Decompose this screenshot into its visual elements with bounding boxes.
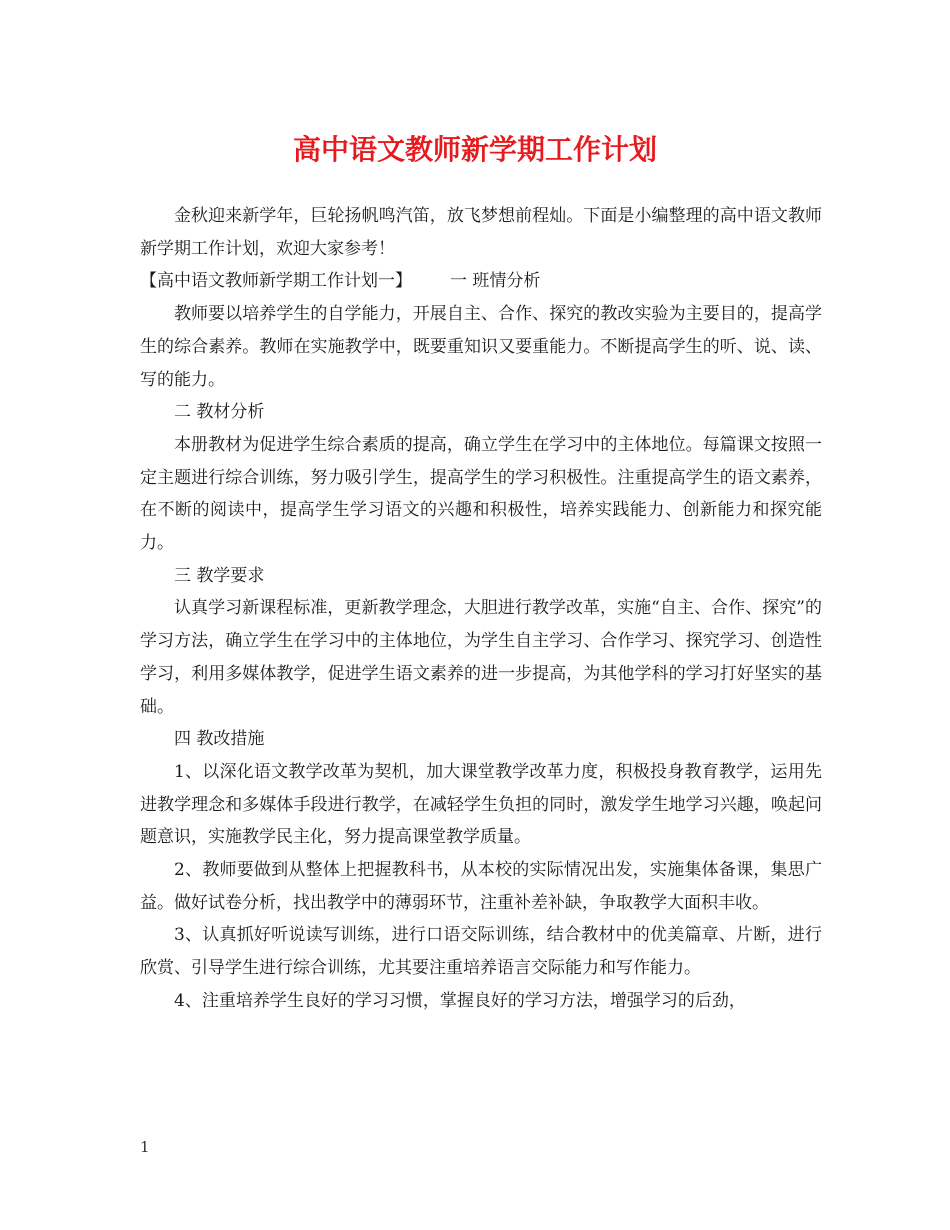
plan-heading-line [140, 265, 822, 298]
section3-paragraph: 认真学习新课程标准，更新教学理念，大胆进行教学改革，实施“自主、合作、探究”的学习方法，确立学生在学习中的主体地位，为学生自主学习、合作学习、探究学习、创造性学习，利用多媒体教学，促进学生语文素养的进一步提高，为其他学科的学习打好坚实的基础。 [140, 598, 822, 717]
intro-paragraph: 金秋迎来新学年，巨轮扬帆鸣汽笛，放飞梦想前程灿。下面是小编整理的高中语文教师新学期工作计划，欢迎大家参考！ [140, 206, 822, 259]
plan-heading: 【高中语文教师新学期工作计划一】 [140, 271, 412, 292]
page-number: 1 [140, 1138, 150, 1156]
document-body [140, 200, 822, 1018]
measure-item: 4、注重培养学生良好的学习习惯，掌握良好的学习方法，增强学习的后劲， [174, 990, 746, 1011]
page-title: 高中语文教师新学期工作计划 [292, 133, 657, 166]
measure-item: 3、认真抓好听说读写训练，进行口语交际训练，结合教材中的优美篇章、片断，进行欣赏、引导学生进行综合训练，尤其要注重培养语言交际能力和写作能力。 [140, 925, 822, 979]
section2-heading: 二 教材分析 [174, 402, 265, 423]
section3-heading: 三 教学要求 [174, 565, 265, 586]
section1-heading: 一 班情分析 [450, 271, 541, 292]
measure-item: 1、以深化语文教学改革为契机，加大课堂教学改革力度，积极投身教育教学，运用先进教学理念和多媒体手段进行教学，在减轻学生负担的同时，激发学生地学习兴趣，唤起问题意识，实施教学民主化，努力提高课堂教学质量。 [140, 761, 822, 848]
section4-heading: 四 教改措施 [174, 729, 265, 750]
section2-paragraph: 本册教材为促进学生综合素质的提高，确立学生在学习中的主体地位。每篇课文按照一定主题进行综合训练，努力吸引学生，提高学生的学习积极性。注重提高学生的语文素养，在不断的阅读中，提高学生学习语文的兴趣和积极性，培养实践能力、创新能力和探究能力。 [140, 434, 822, 554]
measure-item: 2、教师要做到从整体上把握教科书，从本校的实际情况出发，实施集体备课，集思广益。做好试卷分析，找出教学中的薄弱环节，注重补差补缺，争取教学大面积丰收。 [140, 860, 822, 913]
section1-paragraph: 教师要以培养学生的自学能力，开展自主、合作、探究的教改实验为主要目的，提高学生的综合素养。教师在实施教学中，既要重知识又要重能力。不断提高学生的听、说、读、写的能力。 [140, 304, 822, 390]
